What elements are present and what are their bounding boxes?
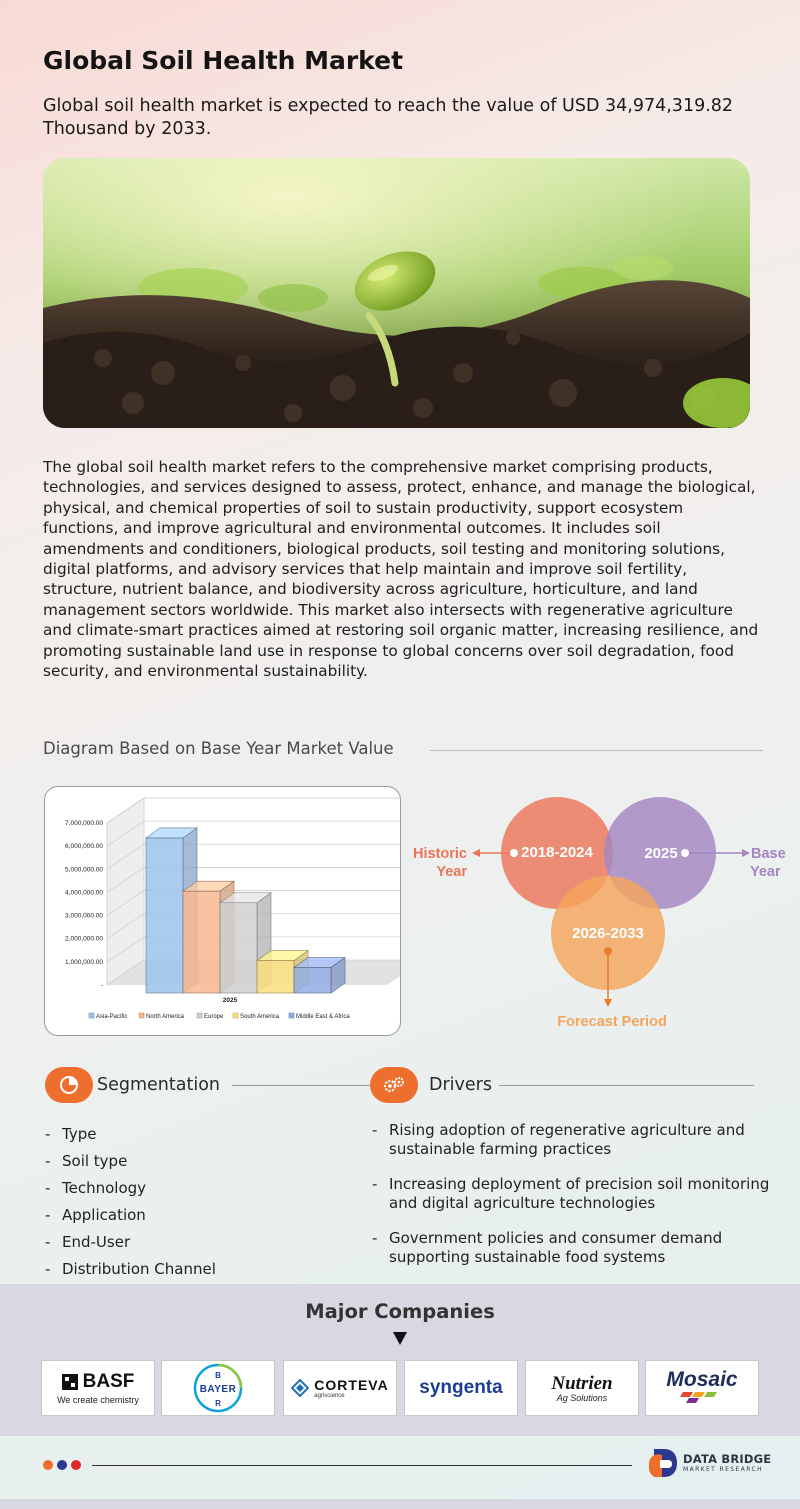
- mosaic-mark-icon: [679, 1390, 725, 1404]
- y-tick-label: 4,000,000.00: [65, 889, 103, 897]
- drivers-list: [372, 1121, 772, 1283]
- drivers-rule: [499, 1085, 754, 1086]
- forecast-period: 2026-2033: [572, 925, 644, 942]
- diagram-heading-rule: [430, 750, 763, 751]
- bar: [294, 968, 331, 993]
- legend-label: Europe: [204, 1014, 224, 1020]
- list-item: - Application: [45, 1206, 146, 1224]
- historic-label-1: Historic: [413, 846, 467, 862]
- diagram-heading: Diagram Based on Base Year Market Value: [43, 739, 394, 758]
- list-item: - Soil type: [45, 1152, 128, 1170]
- legend-swatch: [139, 1013, 144, 1018]
- forecast-label: Forecast Period: [557, 1014, 667, 1030]
- basf-mark-icon: [62, 1374, 78, 1390]
- corteva-mark-icon: [291, 1379, 309, 1397]
- corteva-logo: CORTEVA agriscience: [283, 1360, 397, 1416]
- y-tick-label: 2,000,000.00: [65, 935, 103, 943]
- list-item: - Increasing deployment of precision soil monitoring and digital agriculture technologies: [372, 1175, 770, 1212]
- base-label-2: Year: [750, 864, 781, 880]
- legend-swatch: [89, 1013, 94, 1018]
- major-companies-section: [0, 1284, 800, 1436]
- data-bridge-logo-icon: [646, 1446, 680, 1480]
- footer-rule: [92, 1465, 632, 1466]
- footer-dot-blue: [57, 1460, 67, 1470]
- data-bridge-tagline: MARKET RESEARCH: [683, 1466, 763, 1473]
- bar: [220, 903, 257, 993]
- legend-label: Asia-Pacific: [96, 1014, 128, 1020]
- footer-bar: [0, 1499, 800, 1509]
- list-item: - Type: [45, 1125, 97, 1143]
- basf-logo: BASF We create chemistry: [41, 1360, 155, 1416]
- nutrien-logo: Nutrien Ag Solutions: [525, 1360, 639, 1416]
- market-description: The global soil health market refers to the comprehensive market comprising products, technologies, and services designed to assess, protect, enhance, and manage the biological, physical, and chemical properties of soil to sustain productivity, support ecosystem functions, and improve agricultural and environmental outcomes. It includes soil amendments and conditioners, biological products, soil testing and monitoring solutions, digital platforms, and advisory services that help maintain and improve soil fertility, structure, nutrient balance, and biodiversity across agriculture, horticulture, and land management sectors worldwide. This market also intersects with regenerative agriculture and climate-smart practices aimed at restoring soil organic matter, increasing resilience, and promoting sustainable land use in response to global concerns over soil degradation, food security, and environmental sustainability.: [43, 458, 759, 681]
- footer-dot-red: [71, 1460, 81, 1470]
- gears-icon: [370, 1067, 418, 1103]
- base-period: 2025: [644, 845, 678, 862]
- y-tick-label: 7,000,000.00: [65, 820, 103, 827]
- list-item: - Distribution Channel: [45, 1260, 216, 1278]
- y-tick-label: -: [100, 982, 103, 989]
- bar: [183, 891, 220, 993]
- companies-title: Major Companies: [305, 1300, 495, 1323]
- legend-label: South America: [240, 1014, 280, 1020]
- y-tick-label: 6,000,000.00: [65, 843, 103, 851]
- data-bridge-brand: DATA BRIDGE: [683, 1452, 772, 1466]
- segmentation-rule: [232, 1085, 372, 1086]
- bar-chart: [45, 787, 401, 1036]
- mosaic-logo: Mosaic: [645, 1360, 759, 1416]
- svg-text:B: B: [215, 1371, 221, 1380]
- bar-chart-panel: [44, 786, 401, 1036]
- y-tick-label: 5,000,000.00: [65, 866, 103, 874]
- chart-side-wall: [107, 798, 144, 985]
- list-item: - Technology: [45, 1179, 147, 1197]
- list-item: - End-User: [45, 1233, 131, 1251]
- gridline: [107, 798, 401, 823]
- list-item: - Government policies and consumer demand supporting sustainable food systems: [372, 1229, 723, 1266]
- footer-dot-orange: [43, 1460, 53, 1470]
- svg-text:R: R: [215, 1399, 221, 1408]
- bayer-logo: [161, 1360, 275, 1416]
- drivers-title: Drivers: [429, 1075, 492, 1095]
- segmentation-list: [45, 1121, 216, 1283]
- hero-image: [43, 158, 750, 428]
- historic-period: 2018-2024: [521, 844, 593, 861]
- legend-swatch: [289, 1013, 294, 1018]
- segmentation-title: Segmentation: [97, 1075, 220, 1095]
- y-tick-label: 3,000,000.00: [65, 912, 103, 920]
- arrow-down-icon: [393, 1332, 407, 1345]
- pie-chart-icon: [45, 1067, 93, 1103]
- syngenta-logo: syngenta: [404, 1360, 518, 1416]
- svg-text:BAYER: BAYER: [199, 1384, 237, 1395]
- page-title: Global Soil Health Market: [43, 46, 404, 75]
- x-axis-label: 2025: [222, 997, 238, 1004]
- page-subtitle: Global soil health market is expected to reach the value of USD 34,974,319.82 Thousand by 2033.: [43, 96, 734, 139]
- legend-swatch: [233, 1013, 238, 1018]
- bar: [146, 838, 183, 993]
- list-item: - Rising adoption of regenerative agriculture and sustainable farming practices: [372, 1121, 745, 1158]
- bar: [257, 961, 294, 993]
- historic-label-2: Year: [436, 864, 467, 880]
- legend-label: North America: [146, 1014, 185, 1020]
- legend-label: Middle East & Africa: [296, 1014, 350, 1020]
- venn-diagram: [410, 785, 790, 1035]
- legend-swatch: [197, 1013, 202, 1018]
- base-label-1: Base: [751, 846, 786, 862]
- y-tick-label: 1,000,000.00: [65, 958, 103, 966]
